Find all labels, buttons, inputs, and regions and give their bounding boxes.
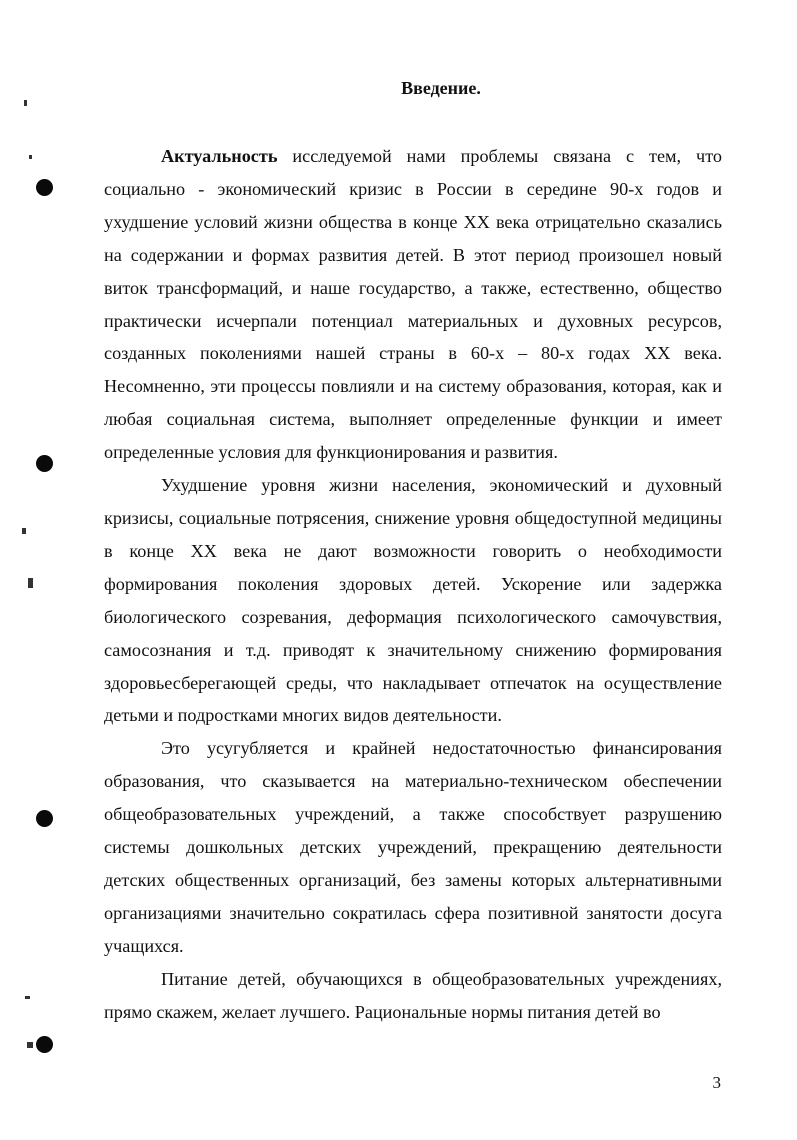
paragraph: Ухудшение уровня жизни населения, экономический и духовный кризисы, социальные потрясения, снижение уровня общедоступной медицины в конце XX века не дают возможности говорить о необходимости формирования поколения здоровых детей. Ускорение или задержка биологического созревания, деформация психологического самочувствия, самосознания и т.д. приводят к значительному снижению формирования здоровьесберегающей среды, что накладывает отпечаток на осуществление детьми и подростками многих видов деятельности. — [104, 475, 722, 726]
page-title: Введение. — [401, 78, 481, 98]
paragraph: Это усугубляется и крайней недостаточностью финансирования образования, что сказывается на материально-техническом обеспечении общеобразовательных учреждений, а также способствует разрушению системы дошкольных детских учреждений, прекращению деятельности детских общественных организаций, без замены которых альтернативными организациями значительно сократилась сфера позитивной занятости досуга учащихся. — [104, 738, 722, 956]
body-text — [104, 140, 722, 1028]
scan-speck — [28, 578, 33, 588]
punch-hole — [36, 1036, 53, 1053]
scan-speck — [27, 1042, 33, 1048]
paragraph-text: исследуемой нами проблемы связана с тем, что социально - экономический кризис в России в середине 90-х годов и ухудшение условий жизни общества в конце XX века отрицательно сказались на содержании и формах развития детей. В этот период произошел новый виток трансформаций, и наше государство, а также, естественно, общество практически исчерпали потенциал материальных и духовных ресурсов, созданных поколениями нашей страны в 60-х – 80-х годах XX века. Несомненно, эти процессы повлияли и на систему образования, которая, как и любая социальная система, выполняет определенные функции и имеет определенные условия для функционирования и развития. — [104, 146, 722, 463]
scan-speck — [25, 996, 30, 999]
punch-hole — [36, 455, 53, 472]
paragraph: Питание детей, обучающихся в общеобразовательных учреждениях, прямо скажем, желает лучшего. Рациональные нормы питания детей во — [104, 968, 722, 1022]
scan-speck — [22, 528, 26, 534]
paragraph — [104, 140, 722, 469]
page-number: 3 — [712, 1073, 721, 1092]
punch-hole — [36, 179, 53, 196]
paragraph-lead: Актуальность — [161, 146, 278, 166]
scan-speck — [24, 100, 27, 106]
scan-speck — [29, 155, 32, 159]
punch-hole — [36, 810, 53, 827]
